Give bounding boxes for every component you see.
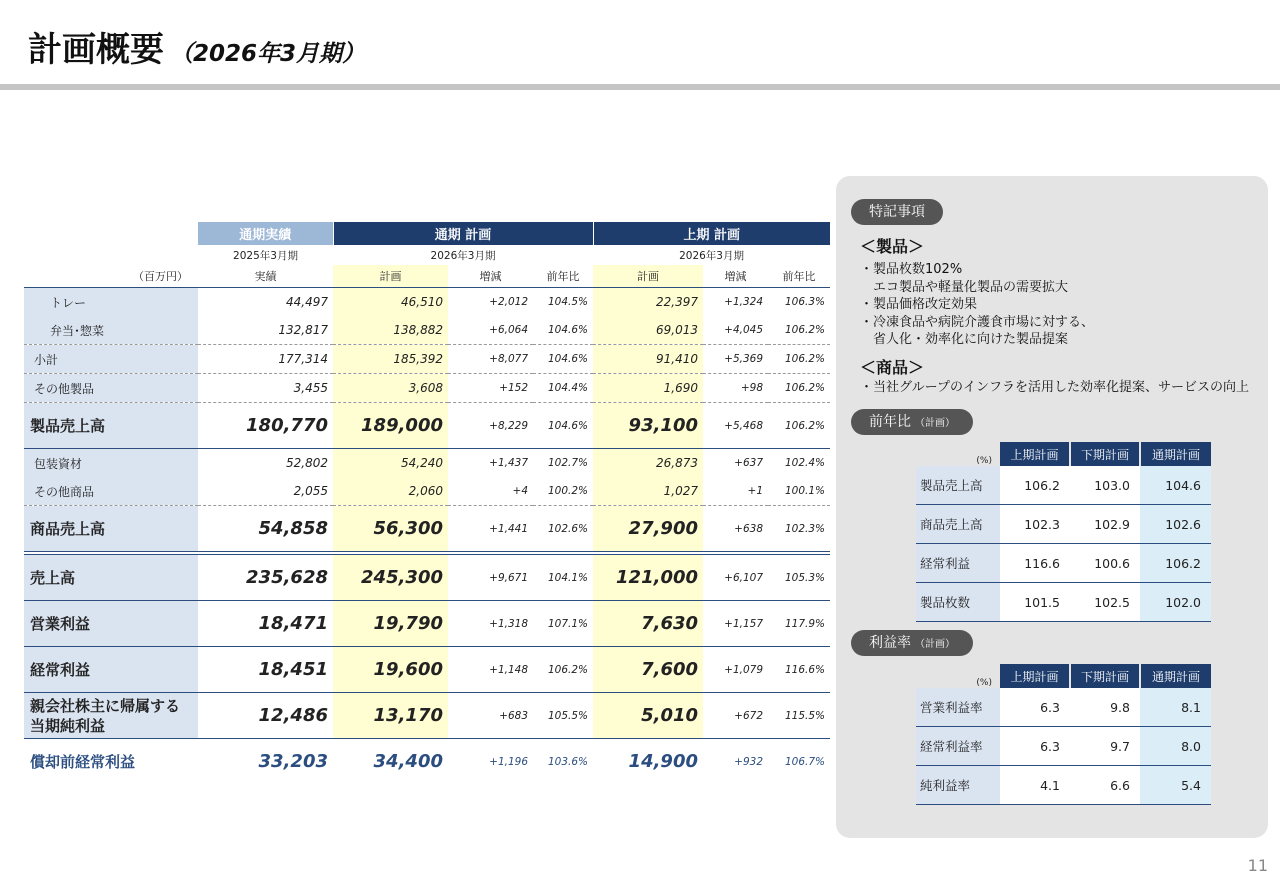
cell-actual: 18,451 bbox=[198, 647, 333, 693]
row-label: 経常利益 bbox=[24, 647, 198, 693]
cell-change: +2,012 bbox=[489, 296, 528, 308]
yoy-header-row bbox=[916, 442, 1211, 466]
product-note: エコ製品や軽量化製品の需要拡大 bbox=[860, 279, 1069, 295]
cell-actual: 2,055 bbox=[198, 477, 333, 506]
cell-yoy: 104.4% bbox=[533, 374, 593, 403]
title-divider bbox=[0, 84, 1280, 90]
cell-full: 5.4 bbox=[1140, 766, 1211, 805]
cell-change: +683 bbox=[448, 693, 533, 739]
row-label: 経常利益 bbox=[916, 544, 1000, 583]
product-note: ・製品枚数102% bbox=[860, 262, 963, 277]
table-row-total bbox=[24, 647, 830, 693]
page-number: 11 bbox=[1247, 856, 1268, 875]
col-yoy-half: 前年比 bbox=[782, 270, 816, 283]
table-row bbox=[916, 766, 1211, 805]
cell-change: +1,196 bbox=[489, 755, 528, 768]
row-label: その他商品 bbox=[24, 477, 198, 506]
cell-change-half: +4,045 bbox=[703, 316, 768, 345]
cell-h1: 102.3 bbox=[1000, 505, 1070, 544]
header-half-plan: 上期 計画 bbox=[593, 222, 830, 245]
column-header-row bbox=[24, 265, 830, 288]
cell-h1: 6.3 bbox=[1000, 727, 1070, 766]
cell-h1: 4.1 bbox=[1000, 766, 1070, 805]
row-label: 商品売上高 bbox=[916, 505, 1000, 544]
cell-change-half: +98 bbox=[703, 374, 768, 403]
goods-notes bbox=[860, 379, 1249, 397]
plan-summary-table bbox=[24, 222, 830, 784]
cell-plan-half: 91,410 bbox=[593, 345, 703, 374]
cell-yoy-half: 117.9% bbox=[768, 601, 830, 647]
cell-plan-half: 7,600 bbox=[593, 647, 703, 693]
row-label: 製品枚数 bbox=[916, 583, 1000, 622]
table-row bbox=[24, 449, 830, 478]
row-label-line2: 当期純利益 bbox=[30, 716, 106, 735]
cell-actual: 177,314 bbox=[198, 345, 333, 374]
cell-plan: 2,060 bbox=[333, 477, 448, 506]
cell-yoy: 104.1% bbox=[533, 553, 593, 601]
cell-yoy-half: 106.2% bbox=[768, 403, 830, 449]
table-row bbox=[24, 374, 830, 403]
cell-actual: 18,471 bbox=[198, 601, 333, 647]
cell-plan-half: 1,690 bbox=[593, 374, 703, 403]
cell-change-half: +932 bbox=[734, 755, 764, 768]
margin-pill bbox=[851, 630, 973, 656]
cell-actual: 44,497 bbox=[286, 295, 328, 309]
page-title bbox=[28, 22, 365, 71]
cell-h2: 100.6 bbox=[1070, 544, 1140, 583]
yoy-col-h2: 下期計画 bbox=[1070, 442, 1140, 466]
margin-pill-sub: （計画） bbox=[915, 639, 955, 650]
cell-yoy: 104.5% bbox=[547, 296, 589, 308]
col-change: 増減 bbox=[479, 270, 502, 283]
table-row-total bbox=[24, 553, 830, 601]
row-label-line1: 親会社株主に帰属する bbox=[30, 696, 181, 715]
goods-heading: ＜商品＞ bbox=[860, 358, 925, 377]
cell-yoy-half: 106.3% bbox=[785, 296, 826, 308]
cell-h1: 116.6 bbox=[1000, 544, 1070, 583]
margin-table bbox=[916, 664, 1211, 805]
cell-change-half: +5,468 bbox=[703, 403, 768, 449]
cell-yoy: 104.6% bbox=[533, 316, 593, 345]
period-full-plan: 2026年3月期 bbox=[430, 249, 496, 262]
cell-yoy: 104.6% bbox=[533, 403, 593, 449]
yoy-pill bbox=[851, 409, 973, 435]
product-notes bbox=[860, 261, 1094, 349]
row-label: 製品売上高 bbox=[916, 466, 1000, 505]
cell-yoy-half: 100.1% bbox=[768, 477, 830, 506]
table-row bbox=[916, 466, 1211, 505]
margin-col-h2: 下期計画 bbox=[1070, 664, 1140, 688]
cell-change: +9,671 bbox=[448, 553, 533, 601]
header-full-plan: 通期 計画 bbox=[333, 222, 593, 245]
yoy-col-h1: 上期計画 bbox=[1000, 442, 1070, 466]
cell-h1: 6.3 bbox=[1000, 688, 1070, 727]
cell-yoy: 106.2% bbox=[533, 647, 593, 693]
table-row-total bbox=[24, 601, 830, 647]
cell-plan-half: 69,013 bbox=[593, 316, 703, 345]
period-actual: 2025年3月期 bbox=[233, 249, 298, 262]
row-label: 製品売上高 bbox=[24, 403, 198, 449]
cell-change-half: +1,157 bbox=[703, 601, 768, 647]
cell-change: +8,077 bbox=[448, 345, 533, 374]
cell-h2: 9.8 bbox=[1070, 688, 1140, 727]
cell-change: +1,318 bbox=[448, 601, 533, 647]
cell-plan: 56,300 bbox=[333, 506, 448, 554]
cell-h2: 9.7 bbox=[1070, 727, 1140, 766]
products-heading: ＜製品＞ bbox=[860, 237, 925, 256]
table-row bbox=[24, 477, 830, 506]
table-row-total bbox=[24, 506, 830, 554]
cell-full: 8.0 bbox=[1140, 727, 1211, 766]
cell-yoy-half: 106.2% bbox=[768, 316, 830, 345]
row-label: 小計 bbox=[24, 345, 198, 374]
cell-plan: 3,608 bbox=[333, 374, 448, 403]
margin-header-row bbox=[916, 664, 1211, 688]
cell-plan: 19,600 bbox=[333, 647, 448, 693]
cell-h2: 102.5 bbox=[1070, 583, 1140, 622]
cell-actual: 3,455 bbox=[198, 374, 333, 403]
header-actual: 通期実績 bbox=[198, 222, 333, 245]
cell-plan-half: 7,630 bbox=[593, 601, 703, 647]
yoy-col-full: 通期計画 bbox=[1140, 442, 1211, 466]
cell-full: 106.2 bbox=[1140, 544, 1211, 583]
cell-plan: 54,240 bbox=[333, 449, 448, 478]
cell-change-half: +6,107 bbox=[703, 553, 768, 601]
yoy-unit: (%) bbox=[976, 456, 992, 466]
table-row bbox=[916, 505, 1211, 544]
cell-plan: 185,392 bbox=[333, 345, 448, 374]
row-label: トレー bbox=[24, 288, 198, 317]
cell-plan-half: 14,900 bbox=[628, 751, 699, 772]
col-change-half: 増減 bbox=[724, 270, 747, 283]
row-label bbox=[24, 693, 198, 739]
yoy-table bbox=[916, 442, 1211, 622]
cell-yoy-half: 106.7% bbox=[785, 755, 826, 768]
row-label: 経常利益率 bbox=[916, 727, 1000, 766]
cell-actual: 52,802 bbox=[286, 456, 328, 470]
cell-change-half: +1 bbox=[703, 477, 768, 506]
cell-yoy: 102.7% bbox=[547, 457, 589, 469]
cell-yoy-half: 105.3% bbox=[768, 553, 830, 601]
cell-plan-half: 26,873 bbox=[593, 449, 703, 478]
cell-full: 104.6 bbox=[1140, 466, 1211, 505]
period-half-plan: 2026年3月期 bbox=[679, 249, 744, 262]
cell-plan-half: 27,900 bbox=[593, 506, 703, 554]
cell-yoy: 107.1% bbox=[533, 601, 593, 647]
row-label: その他製品 bbox=[24, 374, 198, 403]
cell-plan-half: 1,027 bbox=[593, 477, 703, 506]
cell-change-half: +637 bbox=[734, 457, 764, 469]
table-row bbox=[916, 727, 1211, 766]
cell-change-half: +1,079 bbox=[703, 647, 768, 693]
cell-actual: 180,770 bbox=[198, 403, 333, 449]
cell-actual: 12,486 bbox=[198, 693, 333, 739]
cell-plan-half: 93,100 bbox=[593, 403, 703, 449]
cell-yoy: 103.6% bbox=[547, 755, 589, 768]
cell-full: 102.6 bbox=[1140, 505, 1211, 544]
cell-yoy-half: 106.2% bbox=[768, 374, 830, 403]
cell-plan-half: 22,397 bbox=[593, 288, 703, 317]
cell-yoy-half: 102.4% bbox=[785, 457, 826, 469]
cell-yoy-half: 115.5% bbox=[768, 693, 830, 739]
cell-h2: 103.0 bbox=[1070, 466, 1140, 505]
cell-change: +6,064 bbox=[448, 316, 533, 345]
margin-col-full: 通期計画 bbox=[1140, 664, 1211, 688]
period-header-row bbox=[24, 245, 830, 265]
row-label: 営業利益 bbox=[24, 601, 198, 647]
cell-h1: 101.5 bbox=[1000, 583, 1070, 622]
cell-plan: 189,000 bbox=[333, 403, 448, 449]
cell-plan: 13,170 bbox=[333, 693, 448, 739]
col-actual: 実績 bbox=[254, 270, 277, 283]
cell-plan-half: 121,000 bbox=[593, 553, 703, 601]
cell-yoy: 102.6% bbox=[533, 506, 593, 554]
table-row bbox=[916, 544, 1211, 583]
cell-plan: 34,400 bbox=[373, 751, 443, 772]
table-row-total bbox=[24, 403, 830, 449]
yoy-pill-label: 前年比 bbox=[869, 414, 911, 430]
row-label: 償却前経常利益 bbox=[30, 753, 136, 771]
title-period: （2026年3月期） bbox=[170, 41, 366, 67]
cell-full: 8.1 bbox=[1140, 688, 1211, 727]
cell-h2: 6.6 bbox=[1070, 766, 1140, 805]
row-label: 包装資材 bbox=[24, 449, 198, 478]
cell-yoy: 105.5% bbox=[533, 693, 593, 739]
cell-h1: 106.2 bbox=[1000, 466, 1070, 505]
cell-h2: 102.9 bbox=[1070, 505, 1140, 544]
cell-change: +1,148 bbox=[448, 647, 533, 693]
cell-yoy-half: 116.6% bbox=[768, 647, 830, 693]
cell-plan: 245,300 bbox=[333, 553, 448, 601]
cell-plan: 19,790 bbox=[333, 601, 448, 647]
cell-actual: 54,858 bbox=[198, 506, 333, 554]
cell-yoy: 104.6% bbox=[533, 345, 593, 374]
table-row bbox=[24, 345, 830, 374]
row-label: 純利益率 bbox=[916, 766, 1000, 805]
table-row bbox=[916, 583, 1211, 622]
cell-change-half: +1,324 bbox=[724, 296, 764, 308]
cell-change-half: +672 bbox=[703, 693, 768, 739]
notes-pill: 特記事項 bbox=[851, 199, 943, 225]
cell-plan: 138,882 bbox=[333, 316, 448, 345]
row-label: 営業利益率 bbox=[916, 688, 1000, 727]
cell-plan-half: 5,010 bbox=[593, 693, 703, 739]
cell-actual: 235,628 bbox=[198, 553, 333, 601]
cell-change: +1,437 bbox=[489, 457, 528, 469]
margin-unit: (%) bbox=[976, 678, 992, 688]
col-plan-half: 計画 bbox=[593, 265, 703, 288]
cell-change-half: +5,369 bbox=[703, 345, 768, 374]
table-row bbox=[24, 288, 830, 317]
cell-yoy-half: 106.2% bbox=[768, 345, 830, 374]
goods-note: ・当社グループのインフラを活用した効率化提案、サービスの向上 bbox=[860, 380, 1249, 395]
yoy-pill-sub: （計画） bbox=[915, 418, 955, 429]
col-plan: 計画 bbox=[333, 265, 448, 288]
table-row-total bbox=[24, 739, 830, 785]
margin-col-h1: 上期計画 bbox=[1000, 664, 1070, 688]
product-note: ・冷凍食品や病院介護食市場に対する、 bbox=[860, 314, 1095, 330]
cell-change: +4 bbox=[448, 477, 533, 506]
product-note: ・製品価格改定効果 bbox=[860, 297, 978, 312]
cell-yoy: 100.2% bbox=[533, 477, 593, 506]
unit-label: （百万円） bbox=[133, 270, 188, 283]
margin-pill-label: 利益率 bbox=[869, 635, 911, 651]
row-label: 弁当･惣菜 bbox=[24, 316, 198, 345]
cell-change: +1,441 bbox=[448, 506, 533, 554]
group-header-row bbox=[24, 222, 830, 245]
product-note: 省人化・効率化に向けた製品提案 bbox=[860, 332, 1069, 347]
row-label: 売上高 bbox=[24, 553, 198, 601]
title-main: 計画概要 bbox=[28, 30, 164, 70]
cell-change-half: +638 bbox=[703, 506, 768, 554]
col-yoy: 前年比 bbox=[546, 270, 580, 283]
cell-change: +152 bbox=[448, 374, 533, 403]
cell-actual: 33,203 bbox=[258, 751, 328, 772]
cell-actual: 132,817 bbox=[198, 316, 333, 345]
table-row-total bbox=[24, 693, 830, 739]
table-row bbox=[24, 316, 830, 345]
cell-full: 102.0 bbox=[1140, 583, 1211, 622]
cell-yoy-half: 102.3% bbox=[768, 506, 830, 554]
cell-plan: 46,510 bbox=[333, 288, 448, 317]
row-label: 商品売上高 bbox=[24, 506, 198, 554]
table-row bbox=[916, 688, 1211, 727]
cell-change: +8,229 bbox=[448, 403, 533, 449]
